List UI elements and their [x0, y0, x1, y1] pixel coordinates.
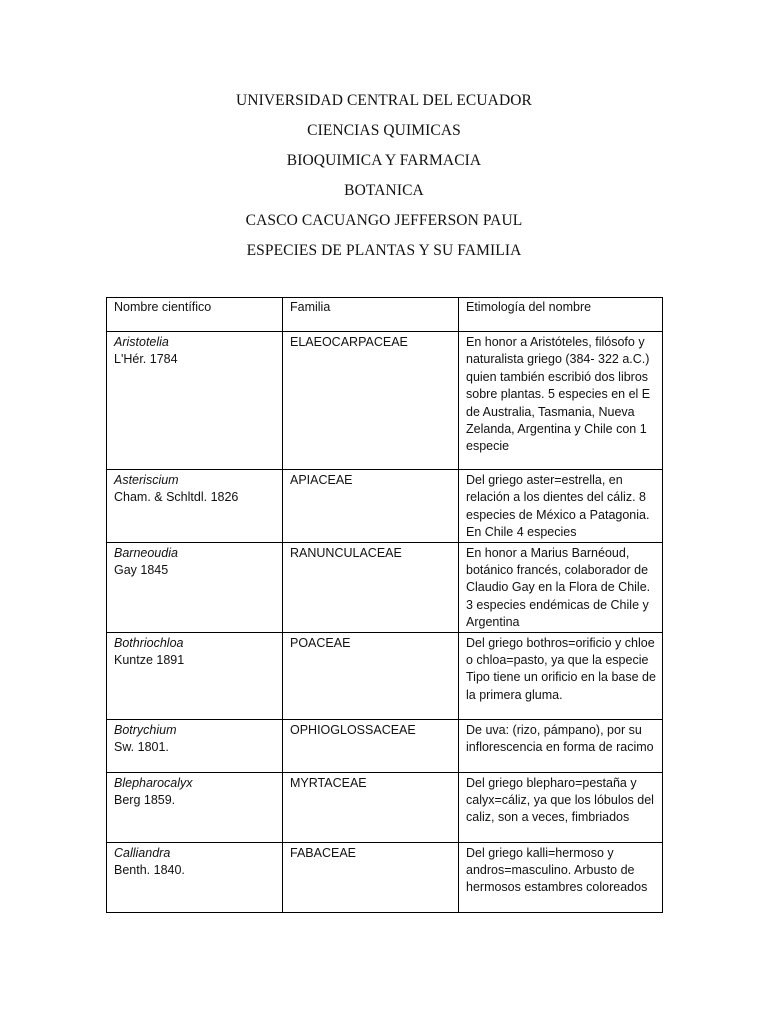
scientific-name-cell [107, 842, 283, 912]
author-citation: Cham. & Schltdl. 1826 [114, 490, 239, 505]
table-row [107, 332, 663, 470]
etymology-cell: En honor a Aristóteles, filósofo y naturalista griego (384- 322 a.C.) quien también escribió dos libros sobre plantas. 5 especies en el E de Australia, Tasmania, Nueva Zelanda, Argentina y Chile con 1 especie [459, 332, 663, 470]
scientific-name-cell [107, 542, 283, 632]
document-header [0, 89, 768, 269]
family-cell: POACEAE [283, 632, 459, 719]
column-header-family: Familia [283, 298, 459, 332]
career-title: BIOQUIMICA Y FARMACIA [286, 152, 482, 169]
student-name: CASCO CACUANGO JEFFERSON PAUL [245, 212, 523, 229]
family-cell: ELAEOCARPACEAE [283, 332, 459, 470]
column-header-etymology: Etimología del nombre [459, 298, 663, 332]
table-row [107, 719, 663, 772]
etymology-cell: En honor a Marius Barnéoud, botánico francés, colaborador de Claudio Gay en la Flora de Chile. 3 especies endémicas de Chile y Argentina [459, 542, 663, 632]
genus-name: Bothriochloa [114, 635, 184, 650]
family-cell: MYRTACEAE [283, 772, 459, 842]
author-citation: Kuntze 1891 [114, 653, 185, 668]
author-citation: Benth. 1840. [114, 863, 185, 878]
column-header-scientific-name: Nombre científico [107, 298, 283, 332]
genus-name: Barneoudia [114, 545, 178, 560]
genus-name: Blepharocalyx [114, 775, 193, 790]
table-header-row [107, 298, 663, 332]
family-cell: RANUNCULACEAE [283, 542, 459, 632]
family-cell: APIACEAE [283, 470, 459, 543]
table-row [107, 542, 663, 632]
family-cell: FABACEAE [283, 842, 459, 912]
table-row [107, 470, 663, 543]
genus-name: Asteriscium [114, 473, 179, 487]
table-row [107, 842, 663, 912]
species-table [106, 297, 663, 913]
table-row [107, 632, 663, 719]
family-cell: OPHIOGLOSSACEAE [283, 719, 459, 772]
genus-name: Aristotelia [114, 335, 169, 349]
scientific-name-cell [107, 772, 283, 842]
etymology-cell: Del griego kalli=hermoso y andros=masculino. Arbusto de hermosos estambres coloreados [459, 842, 663, 912]
table-row [107, 772, 663, 842]
etymology-cell: Del griego bothros=orificio y chloe o chloa=pasto, ya que la especie Tipo tiene un orificio en la base de la primera gluma. [459, 632, 663, 719]
subject-title: BOTANICA [344, 182, 424, 199]
faculty-title: CIENCIAS QUIMICAS [307, 122, 461, 139]
genus-name: Calliandra [114, 845, 171, 860]
genus-name: Botrychium [114, 722, 177, 737]
document-topic: ESPECIES DE PLANTAS Y SU FAMILIA [246, 242, 522, 259]
author-citation: Sw. 1801. [114, 740, 169, 755]
university-title: UNIVERSIDAD CENTRAL DEL ECUADOR [235, 92, 532, 109]
scientific-name-cell [107, 470, 283, 543]
etymology-cell: Del griego blepharo=pestaña y calyx=cáliz, ya que los lóbulos del caliz, son a veces, fimbriados [459, 772, 663, 842]
etymology-cell: Del griego aster=estrella, en relación a los dientes del cáliz. 8 especies de México a Patagonia. En Chile 4 especies [459, 470, 663, 543]
author-citation: L'Hér. 1784 [114, 352, 178, 367]
author-citation: Berg 1859. [114, 793, 176, 808]
scientific-name-cell [107, 719, 283, 772]
scientific-name-cell [107, 332, 283, 470]
author-citation: Gay 1845 [114, 563, 169, 578]
scientific-name-cell [107, 632, 283, 719]
etymology-cell: De uva: (rizo, pámpano), por su inflorescencia en forma de racimo [459, 719, 663, 772]
